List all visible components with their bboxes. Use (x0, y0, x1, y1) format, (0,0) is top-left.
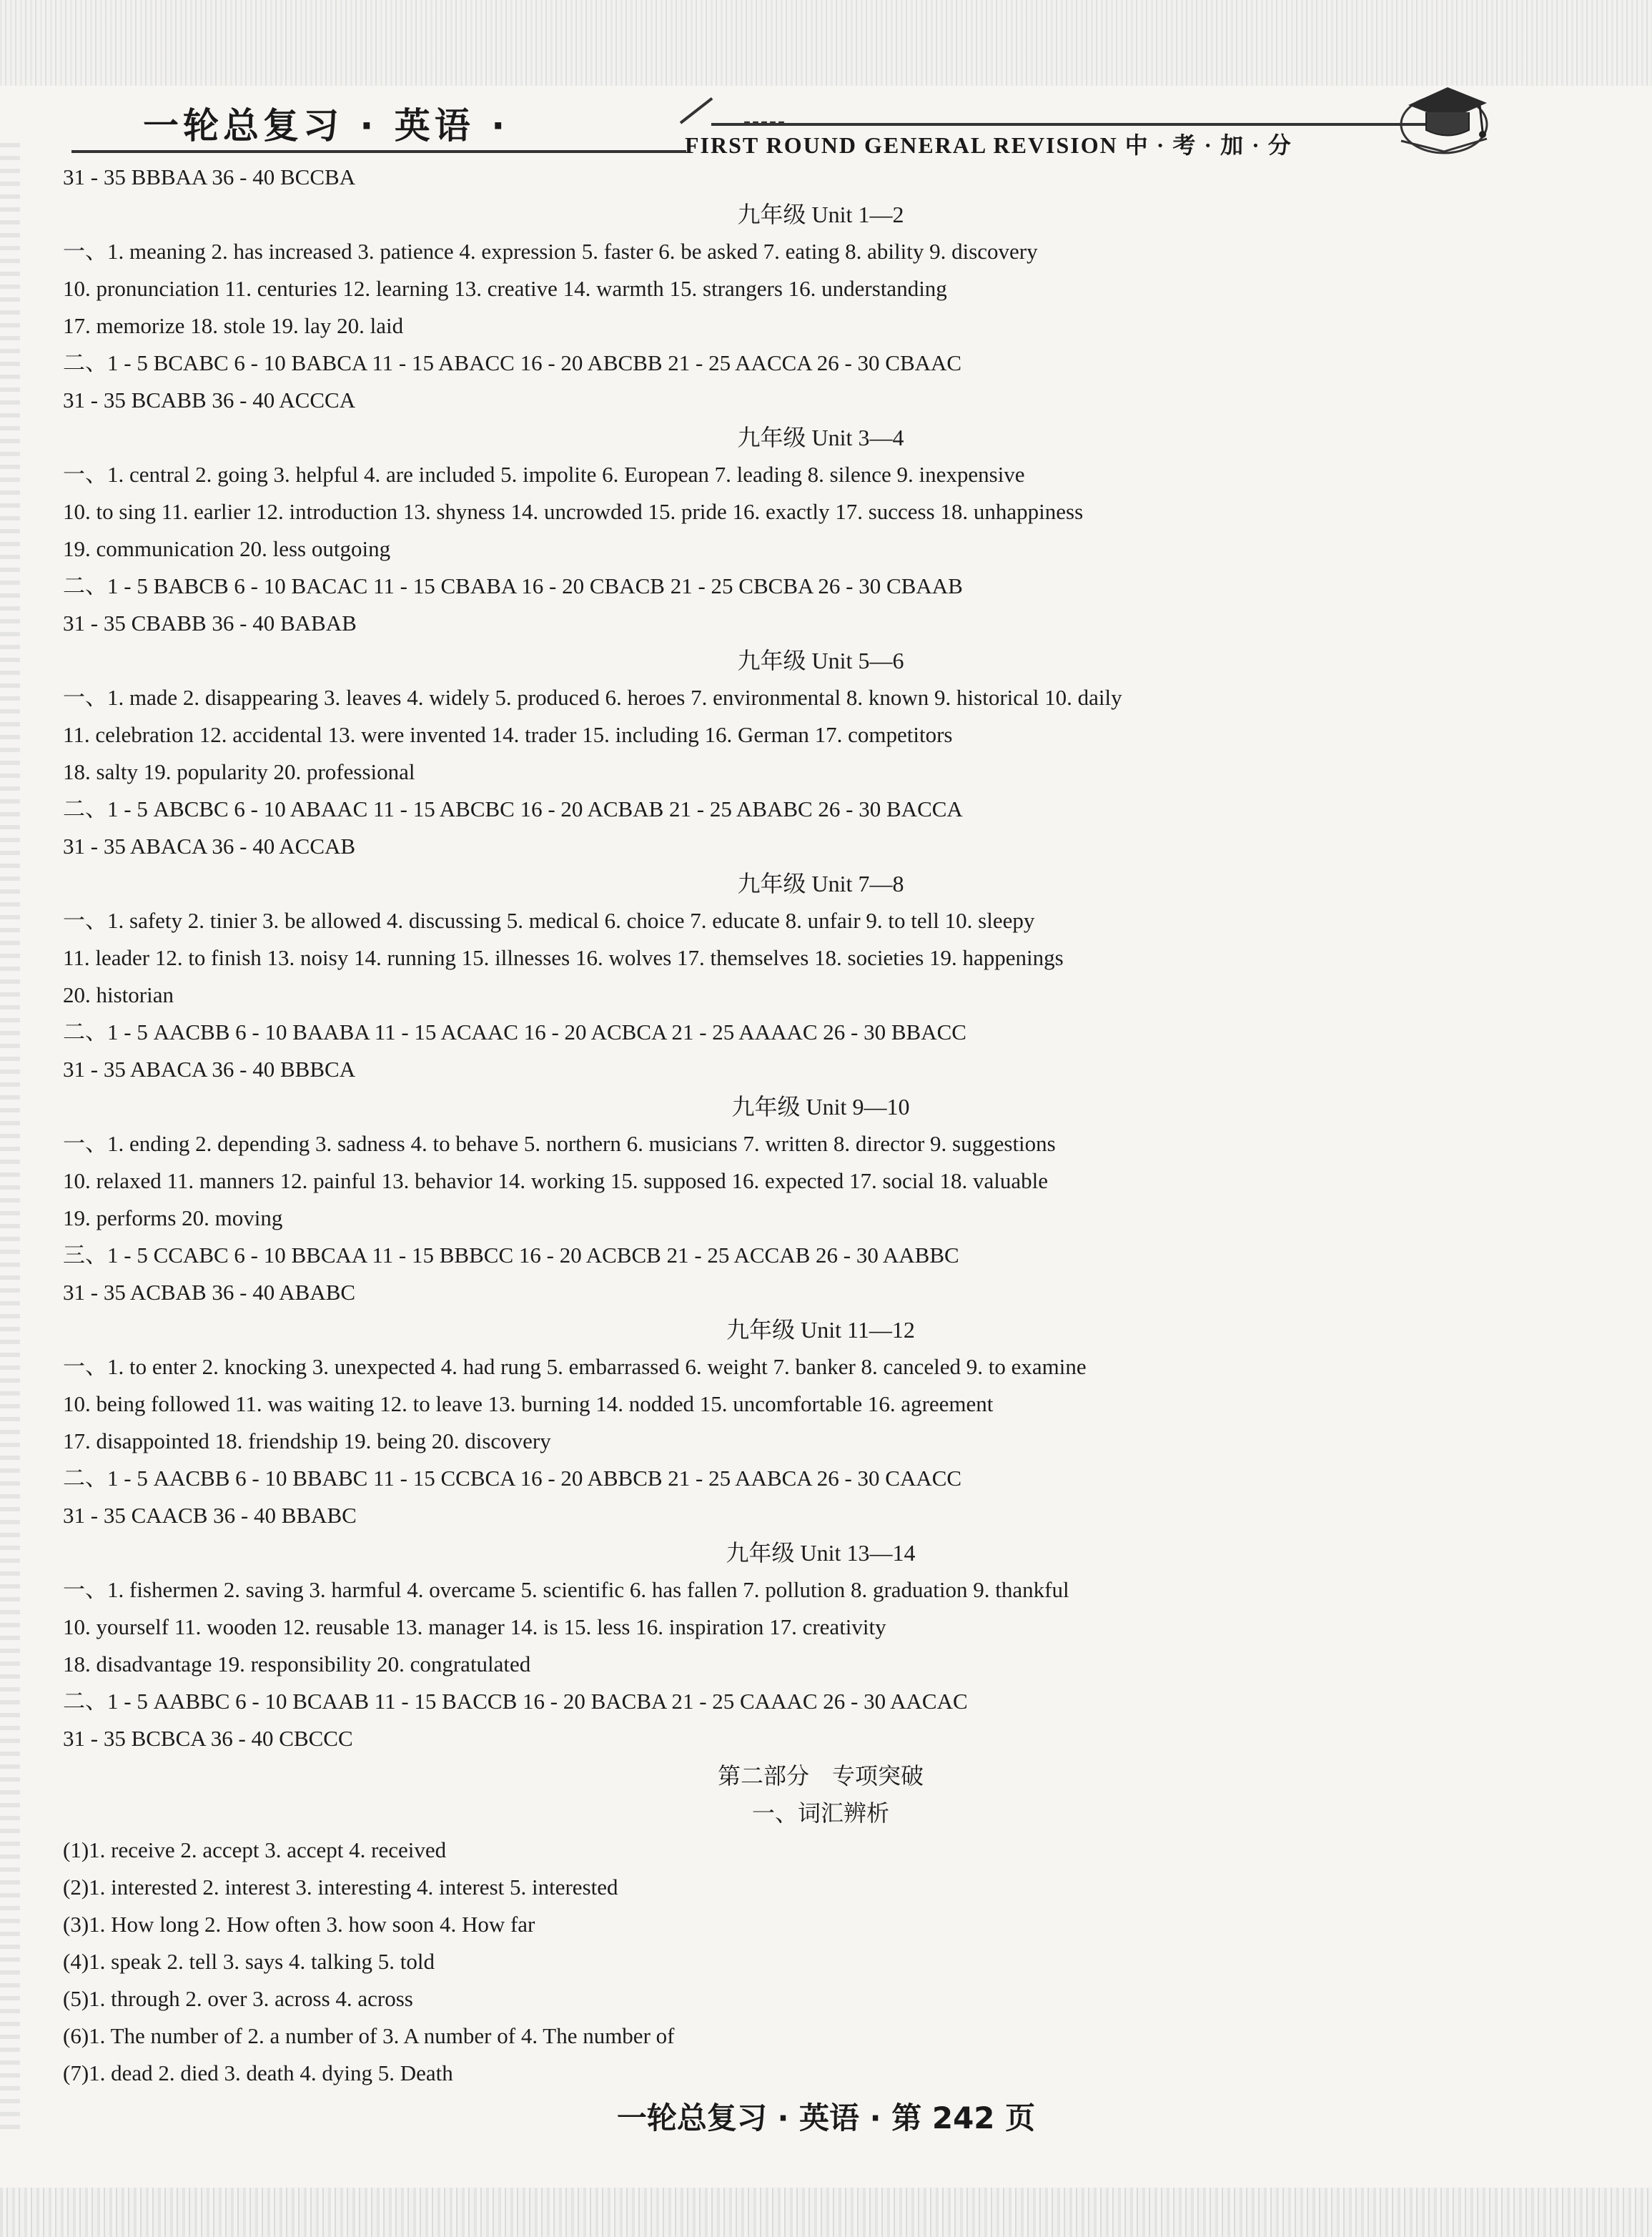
header-rule-left (71, 150, 686, 153)
answer-line: 31 - 35 ABACA 36 - 40 ACCAB (63, 834, 356, 859)
answer-line: 10. yourself 11. wooden 12. reusable 13. manager 14. is 15. less 16. inspiration 17. creativity (63, 1614, 886, 1639)
bottom-scan-texture (0, 2188, 1652, 2237)
answer-line: 31 - 35 CBABB 36 - 40 BABAB (63, 611, 357, 636)
answer-line: 17. disappointed 18. friendship 19. being 20. discovery (63, 1428, 551, 1453)
answer-line: 20. historian (63, 982, 174, 1007)
answer-line: 11. celebration 12. accidental 13. were invented 14. trader 15. including 16. German 17. competitors (63, 722, 953, 747)
header-title-cn: 一轮总复习 · 英语 · (143, 105, 510, 147)
answer-key-content (63, 159, 1578, 2092)
section-heading: 第二部分 专项突破 (717, 1763, 924, 1789)
answer-line: 10. to sing 11. earlier 12. introduction 13. shyness 14. uncrowded 15. pride 16. exactly 17. success 18. unhappiness (63, 499, 1084, 524)
left-binding-margin (0, 143, 20, 2130)
answer-line: 18. disadvantage 19. responsibility 20. congratulated (63, 1651, 531, 1676)
answer-line: 二、1 - 5 AACBB 6 - 10 BAABA 11 - 15 ACAAC 16 - 20 ACBCA 21 - 25 AAAAC 26 - 30 BBACC (63, 1019, 966, 1045)
header-rule-slant (680, 97, 713, 124)
header-dashes: ----- (743, 109, 786, 132)
header-rule-right (711, 123, 1426, 126)
answer-line: 31 - 35 ACBAB 36 - 40 ABABC (63, 1280, 356, 1305)
answer-line: (4)1. speak 2. tell 3. says 4. talking 5. told (63, 1949, 435, 1974)
page-header (64, 93, 1465, 157)
answer-line: (1)1. receive 2. accept 3. accept 4. received (63, 1837, 447, 1862)
answer-line: 18. salty 19. popularity 20. professional (63, 759, 415, 784)
answer-line: 11. leader 12. to finish 13. noisy 14. running 15. illnesses 16. wolves 17. themselves 18. societies 19. happenings (63, 945, 1064, 970)
answer-line: (5)1. through 2. over 3. across 4. across (63, 1986, 413, 2011)
answer-line: 二、1 - 5 AABBC 6 - 10 BCAAB 11 - 15 BACCB 16 - 20 BACBA 21 - 25 CAAAC 26 - 30 AACAC (63, 1689, 968, 1714)
answer-line: 二、1 - 5 ABCBC 6 - 10 ABAAC 11 - 15 ABCBC 16 - 20 ACBAB 21 - 25 ABABC 26 - 30 BACCA (63, 796, 963, 821)
answer-line: 10. relaxed 11. manners 12. painful 13. behavior 14. working 15. supposed 16. expected 17. social 18. valuable (63, 1168, 1049, 1193)
section-heading: 一、词汇辨析 (751, 1800, 889, 1826)
answer-line: (6)1. The number of 2. a number of 3. A number of 4. The number of (63, 2023, 675, 2048)
answer-line: 三、1 - 5 CCABC 6 - 10 BBCAA 11 - 15 BBBCC 16 - 20 ACBCB 21 - 25 ACCAB 26 - 30 AABBC (63, 1243, 959, 1268)
answer-line: 一、1. meaning 2. has increased 3. patience 4. expression 5. faster 6. be asked 7. eating 8. ability 9. discovery (63, 239, 1038, 264)
section-heading: 九年级 Unit 9—10 (731, 1094, 910, 1120)
answer-line: 二、1 - 5 BABCB 6 - 10 BACAC 11 - 15 CBABA 16 - 20 CBACB 21 - 25 CBCBA 26 - 30 CBAAB (63, 573, 963, 598)
answer-line: 二、1 - 5 BCABC 6 - 10 BABCA 11 - 15 ABACC 16 - 20 ABCBB 21 - 25 AACCA 26 - 30 CBAAC (63, 350, 962, 375)
answer-line: 10. being followed 11. was waiting 12. to leave 13. burning 14. nodded 15. uncomfortable 16. agreement (63, 1391, 994, 1416)
answer-line: 一、1. fishermen 2. saving 3. harmful 4. overcame 5. scientific 6. has fallen 7. pollution 8. graduation 9. thankful (63, 1577, 1069, 1602)
answer-line: 19. performs 20. moving (63, 1205, 283, 1230)
answer-line: 二、1 - 5 AACBB 6 - 10 BBABC 11 - 15 CCBCA 16 - 20 ABBCB 21 - 25 AABCA 26 - 30 CAACC (63, 1466, 962, 1491)
answer-line: 31 - 35 ABACA 36 - 40 BBBCA (63, 1057, 356, 1082)
answer-line: 一、1. made 2. disappearing 3. leaves 4. widely 5. produced 6. heroes 7. environmental 8. known 9. historical 10. daily (63, 685, 1122, 710)
answer-line: 10. pronunciation 11. centuries 12. learning 13. creative 14. warmth 15. strangers 16. understanding (63, 276, 947, 301)
answer-line: 31 - 35 BCBCA 36 - 40 CBCCC (63, 1726, 353, 1751)
answer-line: 一、1. to enter 2. knocking 3. unexpected 4. had rung 5. embarrassed 6. weight 7. banker 8. canceled 9. to examine (63, 1354, 1087, 1379)
answer-line: 一、1. ending 2. depending 3. sadness 4. to behave 5. northern 6. musicians 7. written 8. director 9. suggestions (63, 1131, 1056, 1156)
answer-line: 17. memorize 18. stole 19. lay 20. laid (63, 313, 404, 338)
answer-line: 31 - 35 CAACB 36 - 40 BBABC (63, 1503, 357, 1528)
answer-line: 19. communication 20. less outgoing (63, 536, 391, 561)
answer-line: 31 - 35 BCABB 36 - 40 ACCCA (63, 387, 356, 413)
graduation-cap-icon (1394, 73, 1494, 159)
answer-line: 31 - 35 BBBAA 36 - 40 BCCBA (63, 164, 356, 189)
answer-line: 一、1. central 2. going 3. helpful 4. are included 5. impolite 6. European 7. leading 8. silence 9. inexpensive (63, 462, 1025, 487)
section-heading: 九年级 Unit 5—6 (737, 648, 904, 673)
section-heading: 九年级 Unit 11—12 (726, 1317, 915, 1343)
answer-line: (7)1. dead 2. died 3. death 4. dying 5. Death (63, 2060, 453, 2085)
section-heading: 九年级 Unit 13—14 (726, 1540, 916, 1566)
section-heading: 九年级 Unit 1—2 (737, 202, 904, 227)
page-footer: 一轮总复习 · 英语 · 第 242 页 (616, 2100, 1036, 2135)
section-heading: 九年级 Unit 3—4 (737, 425, 904, 450)
answer-line: (2)1. interested 2. interest 3. interesting 4. interest 5. interested (63, 1875, 618, 1900)
section-heading: 九年级 Unit 7—8 (737, 871, 904, 897)
header-title-en: FIRST ROUND GENERAL REVISION 中 · 考 · 加 · 分 (685, 132, 1292, 158)
answer-line: (3)1. How long 2. How often 3. how soon 4. How far (63, 1912, 535, 1937)
answer-line: 一、1. safety 2. tinier 3. be allowed 4. discussing 5. medical 6. choice 7. educate 8. unfair 9. to tell 10. sleepy (63, 908, 1035, 933)
